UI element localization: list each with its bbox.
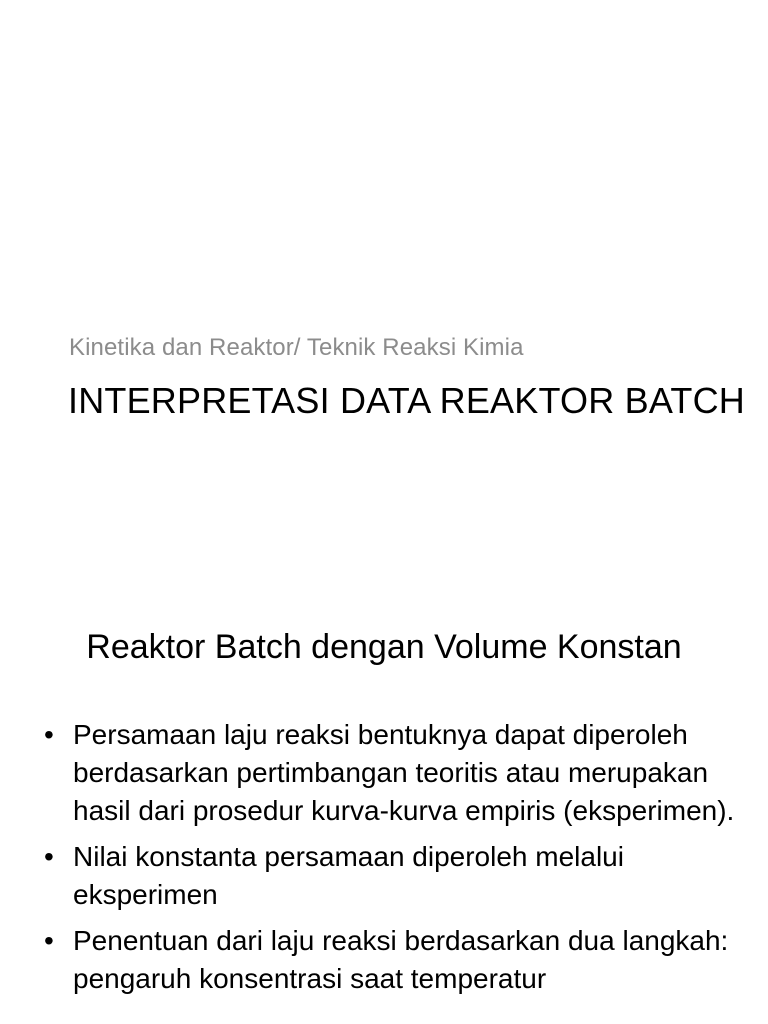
bullet-icon: • xyxy=(44,841,54,872)
bullet-text: Penentuan dari laju reaksi berdasarkan dua langkah: pengaruh konsentrasi saat temperatur xyxy=(73,925,729,994)
course-subtitle: Kinetika dan Reaktor/ Teknik Reaksi Kimia xyxy=(69,334,524,361)
content-slide xyxy=(0,576,768,1024)
slide-title: INTERPRETASI DATA REAKTOR BATCH xyxy=(68,380,745,421)
bullet-icon: • xyxy=(44,925,54,956)
slide-heading: Reaktor Batch dengan Volume Konstan xyxy=(86,628,682,666)
bullet-list xyxy=(0,716,768,1006)
bullet-text: Persamaan laju reaksi bentuknya dapat diperoleh berdasarkan pertimbangan teoritis atau merupakan hasil dari prosedur kurva-kurva empiris (eksperimen). xyxy=(73,719,735,826)
list-item xyxy=(0,716,768,830)
list-item xyxy=(0,922,768,998)
bullet-icon: • xyxy=(44,719,54,750)
list-item xyxy=(0,838,768,914)
bullet-text: Nilai konstanta persamaan diperoleh melalui eksperimen xyxy=(73,841,624,910)
